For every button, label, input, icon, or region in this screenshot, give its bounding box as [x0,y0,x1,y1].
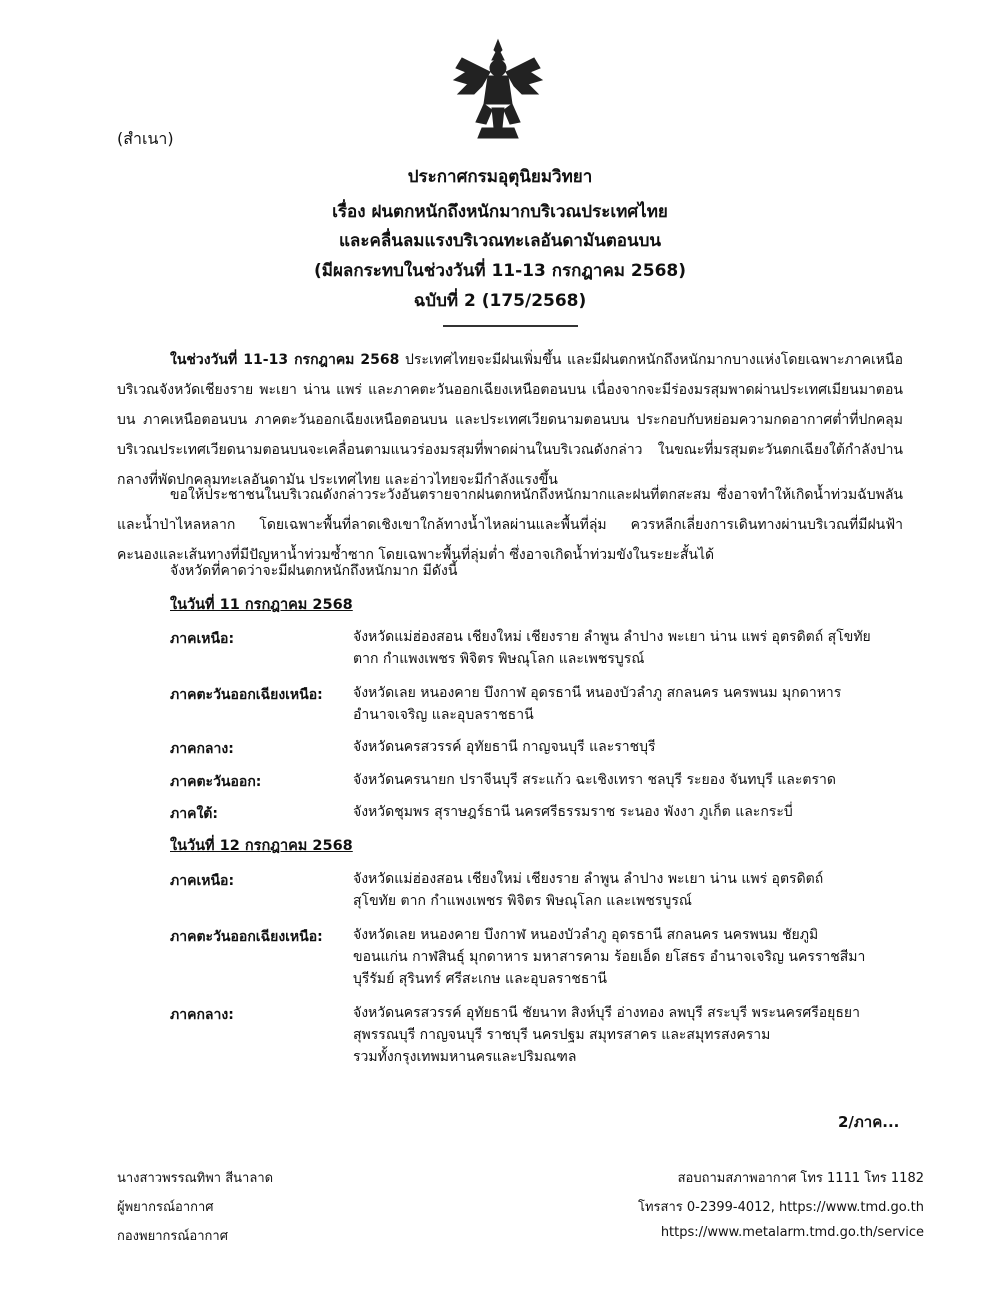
region-label: ภาคกลาง: [170,741,234,757]
region-label: ภาคเหนือ: [170,631,235,647]
province-line: สุโขทัย ตาก กำแพงเพชร พิจิตร พิษณุโลก และเพชรบูรณ์ [353,893,692,909]
province-line: บุรีรัมย์ สุรินทร์ ศรีสะเกษ และอุบลราชธานี [353,971,607,987]
province-list [353,924,913,990]
garuda-emblem [452,38,544,142]
province-list [353,801,913,823]
province-list [353,626,913,670]
forecaster-name: นางสาวพรรณทิพา สีนาลาด [117,1171,274,1186]
province-line: จังหวัดเลย หนองคาย บึงกาฬ อุดรธานี หนองบัวลำภู สกลนคร นครพนม มุกดาหาร [353,685,842,701]
contact-fax-website[interactable]: โทรสาร 0-2399-4012, https://www.tmd.go.th [638,1200,924,1215]
province-line: สุพรรณบุรี กาญจนบุรี ราชบุรี นครปฐม สมุทรสาคร และสมุทรสงคราม [353,1027,771,1043]
region-label: ภาคใต้: [170,806,218,822]
copy-mark: (สำเนา) [117,129,174,148]
province-line: ขอนแก่น กาฬสินธุ์ มุกดาหาร มหาสารคาม ร้อยเอ็ด ยโสธร อำนาจเจริญ นครราชสีมา [353,949,866,965]
province-line: จังหวัดนครสวรรค์ อุทัยธานี กาญจนบุรี และราชบุรี [353,739,656,755]
effect-period: (มีผลกระทบในช่วงวันที่ 11-13 กรกฎาคม 2568) [313,261,687,281]
document-title: ประกาศกรมอุตุนิยมวิทยา [407,167,593,187]
province-list [353,1002,913,1068]
paragraph-1-body: ประเทศไทยจะมีฝนเพิ่มขึ้น และมีฝนตกหนักถึงหนักมากบางแห่งโดยเฉพาะภาคเหนือบริเวณจังหวัดเชียงราย พะเยา น่าน แพร่ และภาคตะวันออกเฉียงเหนือตอนบน เนื่องจากจะมีร่องมรสุมพาดผ่านประเทศเมียนมาตอนบน ภาคเหนือตอนบน ภาคตะวันออกเฉียงเหนือตอนบน และประเทศเวียดนามตอนบน ประกอบกับหย่อมความกดอากาศต่ำที่ปกคลุมบริเวณประเทศเวียดนามตอนบนจะเคลื่อนตามแนวร่องมรสุมที่พาดผ่านในบริเวณดังกล่าว ในขณะที่มรสุมตะวันตกเฉียงใต้กำลังปานกลางที่พัดปกคลุมทะเลอันดามัน ประเทศไทย และอ่าวไทยจะมีกำลังแรงขึ้น [117,352,903,488]
province-line: จังหวัดเลย หนองคาย บึงกาฬ หนองบัวลำภู อุดรธานี สกลนคร นครพนม ชัยภูมิ [353,927,819,943]
province-line: ตาก กำแพงเพชร พิจิตร พิษณุโลก และเพชรบูรณ์ [353,651,645,667]
region-label: ภาคตะวันออก: [170,774,262,790]
province-line: อำนาจเจริญ และอุบลราชธานี [353,707,534,723]
metalarm-link[interactable]: https://www.metalarm.tmd.go.th/service [660,1225,924,1240]
region-label: ภาคเหนือ: [170,873,235,889]
paragraph-3: จังหวัดที่คาดว่าจะมีฝนตกหนักถึงหนักมาก มีดังนี้ [170,563,458,579]
province-line: จังหวัดนครสวรรค์ อุทัยธานี ชัยนาท สิงห์บุรี อ่างทอง ลพบุรี สระบุรี พระนครศรีอยุธยา [353,1005,860,1021]
contact-phone: สอบถามสภาพอากาศ โทร 1111 โทร 1182 [677,1171,924,1186]
province-list [353,769,913,791]
province-list [353,868,913,912]
paragraph-1-lead: ในช่วงวันที่ 11-13 กรกฎาคม 2568 [170,352,400,368]
region-label: ภาคตะวันออกเฉียงเหนือ: [170,929,323,945]
paragraph-2: ขอให้ประชาชนในบริเวณดังกล่าวระวังอันตรายจากฝนตกหนักถึงหนักมากและฝนที่ตกสะสม ซึ่งอาจทำให้เกิดน้ำท่วมฉับพลันและน้ำป่าไหลหลาก โดยเฉพาะพื้นที่ลาดเชิงเขาใกล้ทางน้ำไหลผ่านและพื้นที่ลุ่ม ควรหลีกเลี่ยงการเดินทางผ่านบริเวณที่มีฝนฟ้าคะนองและเส้นทางที่มีปัญหาน้ำท่วมซ้ำซาก โดยเฉพาะพื้นที่ลุ่มต่ำ ซึ่งอาจเกิดน้ำท่วมขังในระยะสั้นได้ [117,487,903,563]
province-list [353,736,913,758]
day-heading-2: ในวันที่ 12 กรกฎาคม 2568 [170,838,353,854]
page-continuation: 2/ภาค... [838,1113,900,1131]
province-line: รวมทั้งกรุงเทพมหานครและปริมณฑล [353,1049,577,1065]
province-line: จังหวัดแม่ฮ่องสอน เชียงใหม่ เชียงราย ลำพูน ลำปาง พะเยา น่าน แพร่ อุตรดิตถ์ [353,871,824,887]
subject-line-1: เรื่อง ฝนตกหนักถึงหนักมากบริเวณประเทศไทย [332,202,668,222]
subject-line-2: และคลื่นลมแรงบริเวณทะเลอันดามันตอนบน [338,231,662,251]
issue-number: ฉบับที่ 2 (175/2568) [413,291,587,311]
province-line: จังหวัดนครนายก ปราจีนบุรี สระแก้ว ฉะเชิงเทรา ชลบุรี ระยอง จันทบุรี และตราด [353,772,836,788]
province-line: จังหวัดแม่ฮ่องสอน เชียงใหม่ เชียงราย ลำพูน ลำปาง พะเยา น่าน แพร่ อุตรดิตถ์ สุโขทัย [353,629,871,645]
day-heading-1: ในวันที่ 11 กรกฎาคม 2568 [170,597,353,613]
forecaster-division: กองพยากรณ์อากาศ [117,1229,228,1244]
forecaster-position: ผู้พยากรณ์อากาศ [117,1200,214,1215]
paragraph-1 [117,345,903,495]
region-label: ภาคกลาง: [170,1007,234,1023]
province-list [353,682,913,726]
region-label: ภาคตะวันออกเฉียงเหนือ: [170,687,323,703]
province-line: จังหวัดชุมพร สุราษฎร์ธานี นครศรีธรรมราช ระนอง พังงา ภูเก็ต และกระบี่ [353,804,793,820]
title-divider [443,325,578,327]
